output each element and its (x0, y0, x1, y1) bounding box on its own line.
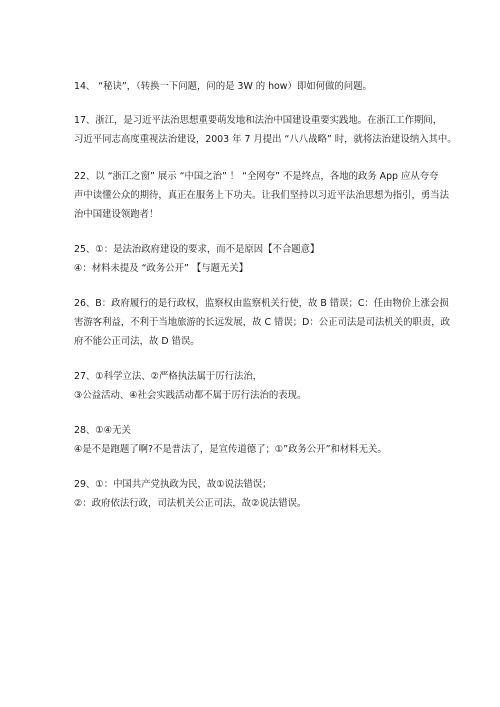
text-line: 14、 “秘诀”，（转换一下问题，问的是 3W 的 how）即如何做的问题。 (74, 81, 372, 92)
answer-paragraph-28 (74, 421, 446, 459)
text-line: ④是不是跑题了啊?不是普法了，是宣传道德了；①”政务公开”和材料无关。 (74, 444, 387, 455)
answer-paragraph-29 (74, 475, 446, 513)
text-line: 17、浙江，是习近平法治思想重要萌发地和法治中国建设重要实践地。在浙江工作期间， (74, 115, 443, 126)
answer-paragraph-17 (74, 111, 457, 149)
text-line: 府不能公正司法，故 D 错误。 (74, 336, 200, 347)
answer-paragraph-25 (74, 240, 446, 278)
answer-paragraph-27 (74, 367, 446, 405)
text-line: ②：政府依法行政，司法机关公正司法，故②说法错误。 (74, 498, 307, 509)
text-line: 习近平同志高度重视法治建设，2003 年 7 月提出 “八八战略” 时，就将法治建设纳入其中。 (74, 134, 457, 145)
answer-paragraph-22 (74, 167, 450, 224)
text-line: 治中国建设领跑者！ (74, 209, 159, 220)
text-line: 28、①④无关 (74, 425, 131, 436)
text-line: 29、①：中国共产党执政为民，故①说法错误； (74, 479, 272, 490)
answer-paragraph-14 (74, 77, 446, 96)
answer-text-body (74, 77, 457, 530)
text-line: ④：材料未提及 “政务公开” 【与题无关】 (74, 263, 249, 274)
answer-paragraph-26 (74, 294, 450, 351)
text-line: ③公益活动、④社会实践活动都不属于厉行法治的表现。 (74, 390, 307, 401)
text-line: 26、B：政府履行的是行政权，监察权由监察机关行使，故 B 错误；C：任由物价上涨会损 (74, 298, 449, 309)
text-line: 22、以 “浙江之窗” 展示 “中国之治” ！ “全网夸” 不是终点，各地的政务 App 应从夸夸 (74, 171, 439, 182)
text-line: 害游客利益，不利于当地旅游的长远发展，故 C 错误；D：公正司法是司法机关的职责，政 (74, 317, 450, 328)
text-line: 声中读懂公众的期待，真正在服务上下功夫。让我们坚持以习近平法治思想为指引，勇当法 (74, 190, 450, 201)
text-line: 27、①科学立法、②严格执法属于厉行法治， (74, 371, 263, 382)
text-line: 25、①：是法治政府建设的要求，而不是原因【不合题意】 (74, 244, 320, 255)
